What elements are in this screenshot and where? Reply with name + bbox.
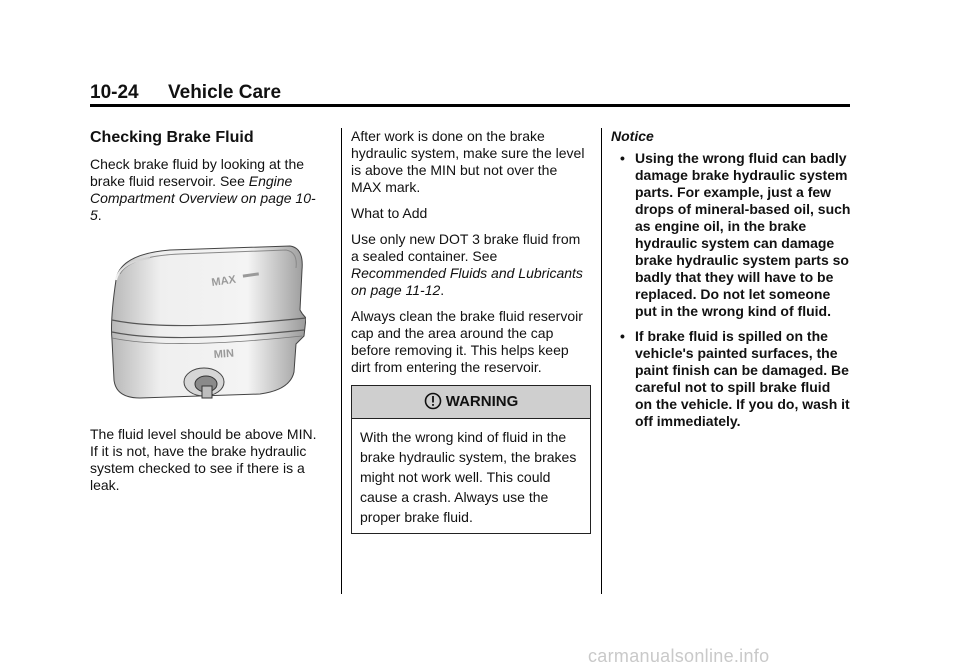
bullet: • xyxy=(620,328,625,344)
section-heading: Checking Brake Fluid xyxy=(90,129,254,146)
notice-item xyxy=(611,328,851,430)
warning-icon xyxy=(424,392,442,410)
warning-body: With the wrong kind of fluid in the brake hydraulic system, the brakes might not work well. This could cause a crash. Always use the proper brake fluid. xyxy=(360,429,577,525)
notice-title: Notice xyxy=(611,128,654,144)
intro-end: . xyxy=(97,207,102,223)
what-to-add-heading: What to Add xyxy=(351,205,428,221)
engine-compartment-link[interactable]: Engine Compartment Overview on page 10-5 xyxy=(90,173,316,223)
page-header xyxy=(90,82,281,104)
intro-paragraph xyxy=(90,156,322,224)
column-1 xyxy=(90,128,322,503)
fluid-type-text: Use only new DOT 3 brake fluid from a sealed container. See xyxy=(351,231,581,264)
column-2 xyxy=(351,128,591,534)
max-mark-label: MAX xyxy=(210,273,237,289)
notice-list xyxy=(611,150,851,430)
notice-item-text: Using the wrong fluid can badly damage brake hydraulic system parts. For example, just a few drops of mineral-based oil, such as engine oil, in the brake hydraulic system can damage brake hydraulic system parts so badly that they will have to be replaced. Do not let someone put in the wrong kind of fluid. xyxy=(635,150,851,319)
fluid-type-end: . xyxy=(440,282,445,298)
column-divider-1 xyxy=(341,128,342,594)
recommended-fluids-link[interactable]: Recommended Fluids and Lubricants on page 11-12 xyxy=(351,265,583,298)
page-number: 10-24 xyxy=(90,82,139,103)
bullet: • xyxy=(620,150,625,166)
header-rule xyxy=(90,104,850,107)
column-divider-2 xyxy=(601,128,602,594)
warning-title: WARNING xyxy=(445,393,519,410)
section-title: Vehicle Care xyxy=(168,82,282,103)
intro-text: Check brake fluid by looking at the brake fluid reservoir. See xyxy=(90,156,305,189)
min-mark-label: MIN xyxy=(213,347,235,361)
notice-item-text: If brake fluid is spilled on the vehicle's painted surfaces, the paint finish can be damaged. Be careful not to spill brake fluid on the vehicle. If you do, wash it off immediately. xyxy=(635,328,850,429)
column-3 xyxy=(611,128,851,438)
notice-item xyxy=(611,150,851,320)
clean-cap-paragraph: Always clean the brake fluid reservoir cap and the area around the cap before removing it. This helps keep dirt from entering the reservoir. xyxy=(351,308,583,375)
warning-header xyxy=(352,386,590,419)
fluid-level-paragraph: The fluid level should be above MIN. If it is not, have the brake hydraulic system checked to see if there is a leak. xyxy=(90,426,317,493)
fluid-type-paragraph xyxy=(351,231,591,299)
after-work-paragraph: After work is done on the brake hydraulic system, make sure the level is above the MIN but not over the MAX mark. xyxy=(351,128,585,195)
watermark: carmanualsonline.info xyxy=(588,646,770,666)
warning-box xyxy=(351,385,591,534)
brake-fluid-reservoir-illustration xyxy=(110,240,306,400)
